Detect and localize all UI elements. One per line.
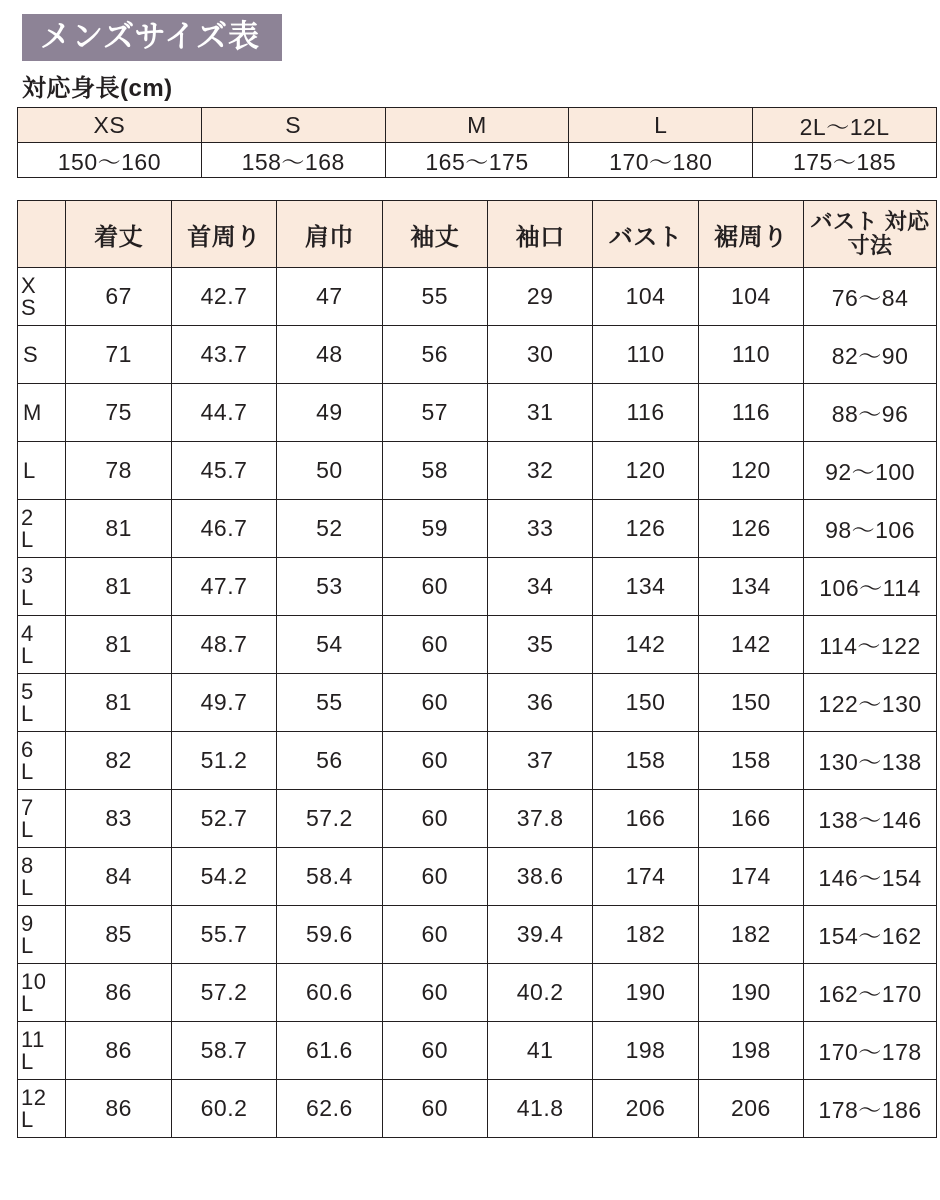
- row-label-line: 9: [21, 910, 34, 936]
- table-cell: 60.2: [171, 1080, 276, 1138]
- row-label-size: [18, 326, 66, 384]
- table-cell: 162〜170: [804, 964, 937, 1022]
- table-cell: 150: [698, 674, 803, 732]
- height-range-xs: 150〜160: [18, 143, 202, 178]
- table-cell: 88〜96: [804, 384, 937, 442]
- table-cell: 76〜84: [804, 268, 937, 326]
- height-size-2l-12l: 2L〜12L: [753, 108, 937, 143]
- table-cell: 198: [593, 1022, 698, 1080]
- table-cell: 83: [66, 790, 171, 848]
- measurements-table: [17, 200, 937, 1138]
- row-label-line: 6: [21, 736, 34, 762]
- table-cell: 110: [593, 326, 698, 384]
- row-label-line: 12: [21, 1084, 47, 1110]
- table-row: [18, 500, 937, 558]
- column-header-sodeguchi: 袖口: [487, 201, 592, 268]
- table-cell: 178〜186: [804, 1080, 937, 1138]
- column-header-sodetake: 袖丈: [382, 201, 487, 268]
- height-range-l: 170〜180: [569, 143, 753, 178]
- row-label-line: L: [21, 584, 34, 610]
- table-cell: 81: [66, 500, 171, 558]
- table-cell: 86: [66, 1080, 171, 1138]
- table-cell: 67: [66, 268, 171, 326]
- table-cell: 62.6: [277, 1080, 382, 1138]
- table-cell: 60: [382, 1022, 487, 1080]
- table-cell: 57.2: [171, 964, 276, 1022]
- table-cell: 47.7: [171, 558, 276, 616]
- row-label-line: L: [21, 932, 34, 958]
- table-cell: 56: [277, 732, 382, 790]
- row-label-line: 2: [21, 504, 34, 530]
- table-cell: 182: [593, 906, 698, 964]
- table-cell: 86: [66, 1022, 171, 1080]
- table-cell: 122〜130: [804, 674, 937, 732]
- column-header-kubimawari: 首周り: [171, 201, 276, 268]
- table-cell: 60: [382, 674, 487, 732]
- bust-header-line1: バスト: [810, 209, 878, 235]
- column-header-bust: バスト: [593, 201, 698, 268]
- row-label-size: [18, 964, 66, 1022]
- table-cell: 190: [698, 964, 803, 1022]
- table-cell: 55: [382, 268, 487, 326]
- table-cell: 104: [593, 268, 698, 326]
- table-cell: 146〜154: [804, 848, 937, 906]
- measurements-header-row: [18, 201, 937, 268]
- table-cell: 48: [277, 326, 382, 384]
- row-label-size: [18, 1022, 66, 1080]
- row-label-line: L: [21, 816, 34, 842]
- table-cell: 49.7: [171, 674, 276, 732]
- table-cell: 30: [487, 326, 592, 384]
- table-cell: 142: [593, 616, 698, 674]
- table-cell: 58: [382, 442, 487, 500]
- row-label-line: 7: [21, 794, 34, 820]
- table-cell: 50: [277, 442, 382, 500]
- table-cell: 43.7: [171, 326, 276, 384]
- table-cell: 126: [698, 500, 803, 558]
- table-cell: 150: [593, 674, 698, 732]
- row-label-size: [18, 848, 66, 906]
- table-cell: 92〜100: [804, 442, 937, 500]
- table-cell: 54: [277, 616, 382, 674]
- table-cell: 120: [593, 442, 698, 500]
- row-label-line: S: [23, 341, 39, 367]
- column-header-kitake: 着丈: [66, 201, 171, 268]
- table-cell: 174: [698, 848, 803, 906]
- row-label-line: X: [21, 272, 37, 298]
- row-label-line: 4: [21, 620, 34, 646]
- table-cell: 60: [382, 558, 487, 616]
- table-row: [18, 674, 937, 732]
- table-cell: 78: [66, 442, 171, 500]
- table-cell: 138〜146: [804, 790, 937, 848]
- table-cell: 57: [382, 384, 487, 442]
- table-cell: 134: [698, 558, 803, 616]
- table-cell: 45.7: [171, 442, 276, 500]
- row-label-line: 3: [21, 562, 34, 588]
- table-cell: 190: [593, 964, 698, 1022]
- table-row: [18, 964, 937, 1022]
- table-cell: 174: [593, 848, 698, 906]
- table-cell: 82: [66, 732, 171, 790]
- table-cell: 34: [487, 558, 592, 616]
- height-size-m: M: [385, 108, 569, 143]
- table-cell: 29: [487, 268, 592, 326]
- table-cell: 81: [66, 558, 171, 616]
- table-row: [18, 268, 937, 326]
- row-label-line: L: [23, 457, 36, 483]
- table-cell: 182: [698, 906, 803, 964]
- height-range-m: 165〜175: [385, 143, 569, 178]
- table-cell: 60: [382, 848, 487, 906]
- table-row: [18, 616, 937, 674]
- table-cell: 59.6: [277, 906, 382, 964]
- table-cell: 57.2: [277, 790, 382, 848]
- table-cell: 58.4: [277, 848, 382, 906]
- row-label-line: S: [21, 294, 37, 320]
- table-cell: 82〜90: [804, 326, 937, 384]
- table-cell: 130〜138: [804, 732, 937, 790]
- table-cell: 52.7: [171, 790, 276, 848]
- height-table: [17, 107, 937, 178]
- table-cell: 106〜114: [804, 558, 937, 616]
- bust-header-line2: 対応寸法: [847, 209, 930, 258]
- table-cell: 60: [382, 906, 487, 964]
- table-row: [18, 732, 937, 790]
- table-cell: 56: [382, 326, 487, 384]
- table-cell: 114〜122: [804, 616, 937, 674]
- table-cell: 134: [593, 558, 698, 616]
- table-cell: 104: [698, 268, 803, 326]
- row-label-line: L: [21, 758, 34, 784]
- row-label-size: [18, 442, 66, 500]
- table-cell: 55: [277, 674, 382, 732]
- table-cell: 61.6: [277, 1022, 382, 1080]
- row-label-line: 8: [21, 852, 34, 878]
- table-cell: 42.7: [171, 268, 276, 326]
- height-size-l: L: [569, 108, 753, 143]
- column-header-bust-taiou-sunpou: [804, 201, 937, 268]
- table-cell: 60: [382, 964, 487, 1022]
- table-cell: 32: [487, 442, 592, 500]
- table-cell: 60: [382, 790, 487, 848]
- table-row: [18, 558, 937, 616]
- row-label-size: [18, 1080, 66, 1138]
- table-cell: 166: [593, 790, 698, 848]
- row-label-size: [18, 674, 66, 732]
- row-label-line: L: [21, 526, 34, 552]
- table-cell: 110: [698, 326, 803, 384]
- height-range-2l-12l: 175〜185: [753, 143, 937, 178]
- table-cell: 37: [487, 732, 592, 790]
- row-label-size: [18, 616, 66, 674]
- table-row: [18, 906, 937, 964]
- table-cell: 39.4: [487, 906, 592, 964]
- height-size-s: S: [201, 108, 385, 143]
- table-cell: 60: [382, 732, 487, 790]
- table-cell: 41: [487, 1022, 592, 1080]
- row-label-line: 5: [21, 678, 34, 704]
- table-cell: 206: [698, 1080, 803, 1138]
- table-cell: 52: [277, 500, 382, 558]
- table-corner-cell: [18, 201, 66, 268]
- row-label-size: [18, 500, 66, 558]
- table-cell: 158: [593, 732, 698, 790]
- table-cell: 51.2: [171, 732, 276, 790]
- row-label-size: [18, 790, 66, 848]
- table-row: [18, 1080, 937, 1138]
- table-cell: 47: [277, 268, 382, 326]
- table-cell: 53: [277, 558, 382, 616]
- table-cell: 58.7: [171, 1022, 276, 1080]
- table-cell: 85: [66, 906, 171, 964]
- table-cell: 120: [698, 442, 803, 500]
- table-cell: 40.2: [487, 964, 592, 1022]
- column-header-katahaba: 肩巾: [277, 201, 382, 268]
- row-label-size: [18, 906, 66, 964]
- row-label-size: [18, 558, 66, 616]
- table-cell: 86: [66, 964, 171, 1022]
- table-cell: 31: [487, 384, 592, 442]
- table-cell: 166: [698, 790, 803, 848]
- table-cell: 44.7: [171, 384, 276, 442]
- table-row: [18, 1022, 937, 1080]
- table-cell: 198: [698, 1022, 803, 1080]
- table-cell: 81: [66, 616, 171, 674]
- height-size-xs: XS: [18, 108, 202, 143]
- page-title: メンズサイズ表: [22, 14, 282, 61]
- table-cell: 33: [487, 500, 592, 558]
- table-cell: 37.8: [487, 790, 592, 848]
- table-cell: 49: [277, 384, 382, 442]
- table-row: [18, 442, 937, 500]
- row-label-line: L: [21, 1048, 34, 1074]
- table-cell: 116: [698, 384, 803, 442]
- table-cell: 75: [66, 384, 171, 442]
- table-cell: 60: [382, 1080, 487, 1138]
- row-label-line: 10: [21, 968, 47, 994]
- table-cell: 84: [66, 848, 171, 906]
- row-label-line: 11: [21, 1026, 45, 1052]
- table-row: [18, 790, 937, 848]
- height-range-s: 158〜168: [201, 143, 385, 178]
- table-cell: 81: [66, 674, 171, 732]
- table-row: [18, 326, 937, 384]
- table-cell: 55.7: [171, 906, 276, 964]
- row-label-line: L: [21, 642, 34, 668]
- row-label-line: L: [21, 700, 34, 726]
- table-cell: 48.7: [171, 616, 276, 674]
- table-cell: 170〜178: [804, 1022, 937, 1080]
- row-label-size: [18, 384, 66, 442]
- table-cell: 54.2: [171, 848, 276, 906]
- row-label-size: [18, 268, 66, 326]
- row-label-line: L: [21, 874, 34, 900]
- table-cell: 154〜162: [804, 906, 937, 964]
- column-header-susomawari: 裾周り: [698, 201, 803, 268]
- height-section-label: 対応身長(cm): [22, 75, 173, 102]
- table-cell: 142: [698, 616, 803, 674]
- table-cell: 36: [487, 674, 592, 732]
- table-cell: 35: [487, 616, 592, 674]
- height-table-header-row: [18, 108, 937, 143]
- table-row: [18, 384, 937, 442]
- row-label-line: M: [23, 399, 42, 425]
- row-label-line: L: [21, 990, 34, 1016]
- table-row: [18, 848, 937, 906]
- table-cell: 98〜106: [804, 500, 937, 558]
- height-table-value-row: [18, 143, 937, 178]
- table-cell: 38.6: [487, 848, 592, 906]
- table-cell: 41.8: [487, 1080, 592, 1138]
- table-cell: 116: [593, 384, 698, 442]
- row-label-size: [18, 732, 66, 790]
- table-cell: 59: [382, 500, 487, 558]
- table-cell: 158: [698, 732, 803, 790]
- table-cell: 46.7: [171, 500, 276, 558]
- table-cell: 60: [382, 616, 487, 674]
- row-label-line: L: [21, 1106, 34, 1132]
- table-cell: 60.6: [277, 964, 382, 1022]
- table-cell: 206: [593, 1080, 698, 1138]
- table-cell: 71: [66, 326, 171, 384]
- table-cell: 126: [593, 500, 698, 558]
